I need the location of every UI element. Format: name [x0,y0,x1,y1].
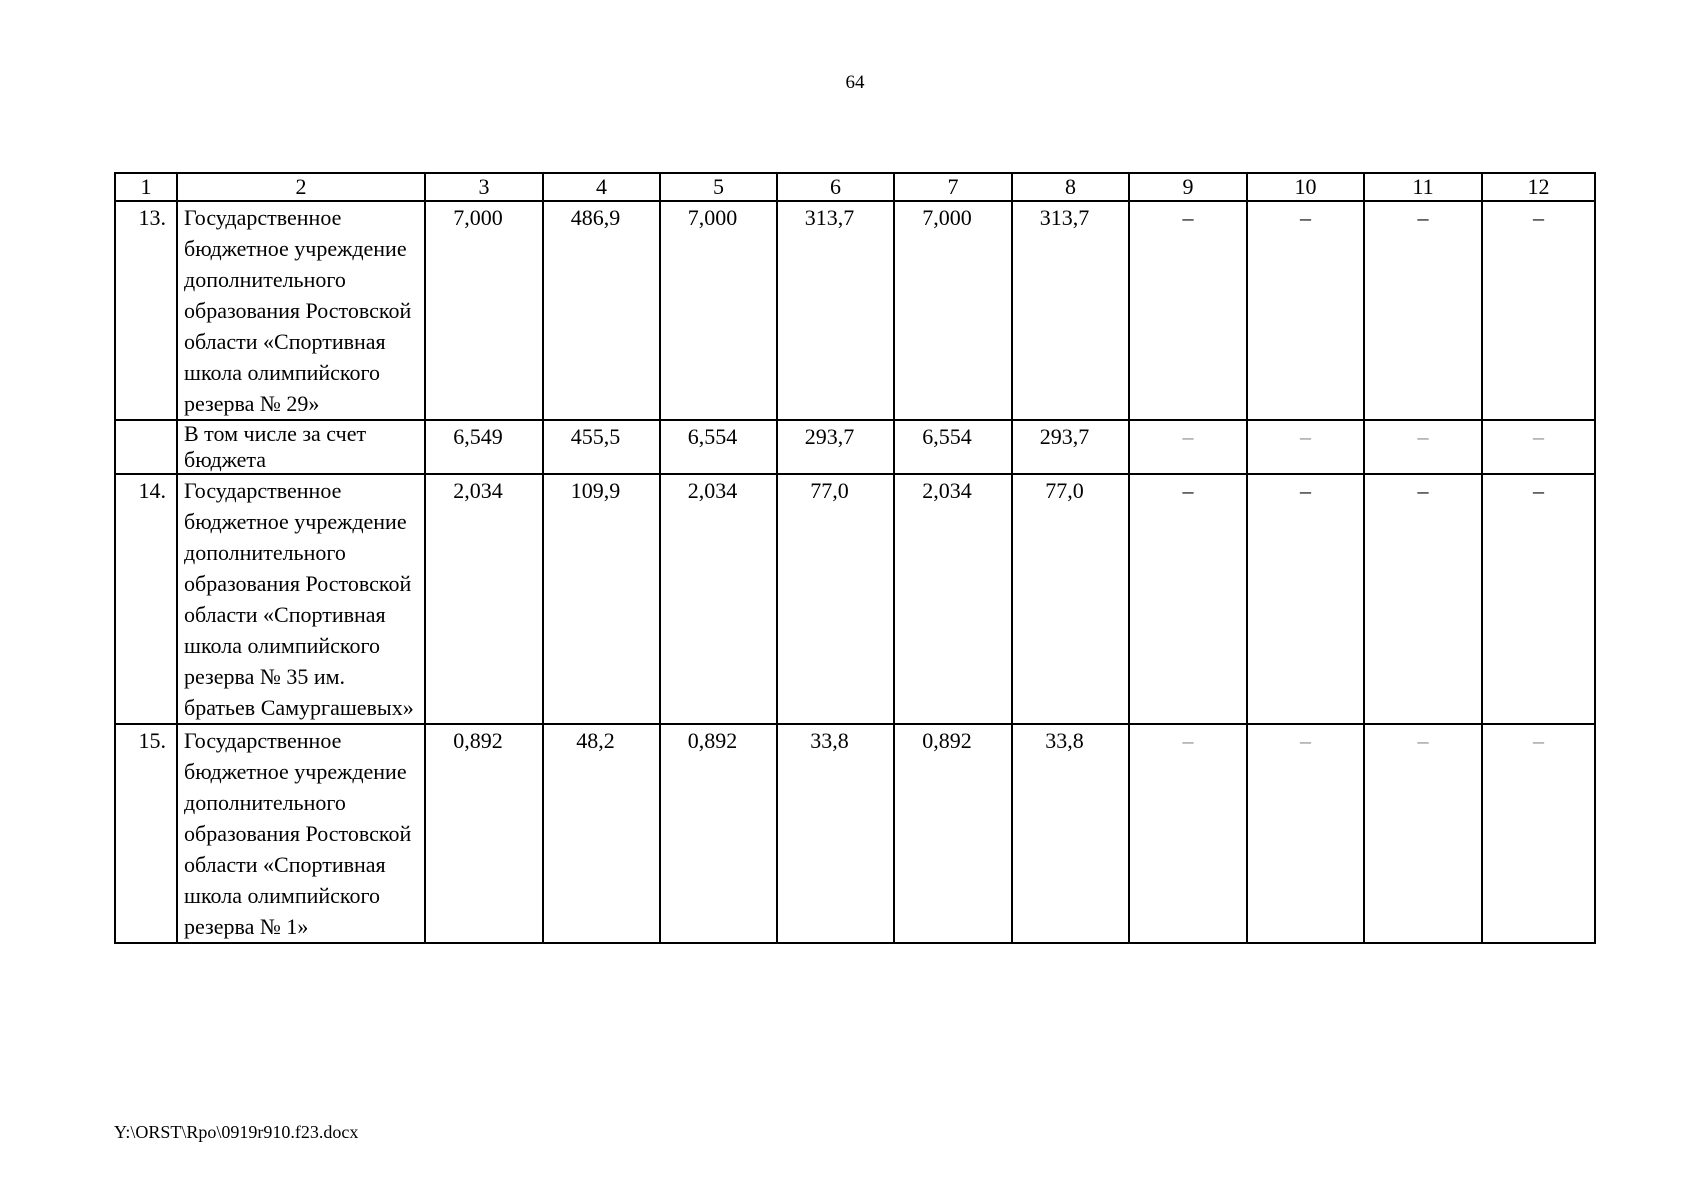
value-text: 7,000 [687,205,738,230]
value-cell [425,724,543,943]
value-cell [543,474,660,724]
value-text: 6,549 [453,424,503,449]
value-cell [777,724,894,943]
value-cell [894,724,1012,943]
value-text: 6,554 [687,424,738,449]
value-cell [425,420,543,474]
column-header: 5 [660,173,777,201]
value-text: 7,000 [453,205,503,230]
value-cell [894,420,1012,474]
value-text: 0,892 [687,728,738,753]
value-cell [894,474,1012,724]
table-row [115,724,1595,943]
column-header: 3 [425,173,543,201]
empty-value-cell: – [1247,724,1364,943]
column-header: 7 [894,173,1012,201]
empty-value-cell: – [1482,724,1595,943]
empty-value-cell: – [1482,420,1595,474]
empty-value-cell: – [1364,474,1482,724]
table-row [115,420,1595,474]
value-text: 0,892 [453,728,503,753]
value-cell [543,724,660,943]
page-number: 64 [845,72,865,93]
value-text: 77,0 [1045,478,1084,503]
value-text: 293,7 [804,424,855,449]
value-text: 486,9 [570,205,621,230]
column-header: 1 [115,173,177,201]
value-cell [660,474,777,724]
data-table [114,172,1596,944]
value-cell [425,474,543,724]
row-number: 15. [115,724,177,943]
value-cell [777,474,894,724]
footer-file-path: Y:\ORST\Rpo\0919r910.f23.docx [114,1122,359,1142]
value-text: 313,7 [804,205,855,230]
value-text: 33,8 [1045,728,1084,753]
empty-value-cell: – [1364,201,1482,420]
table-header-row [115,173,1595,201]
value-cell [660,420,777,474]
value-cell [660,724,777,943]
empty-value-cell: – [1364,420,1482,474]
value-cell [777,420,894,474]
value-text: 7,000 [922,205,972,230]
value-text: 2,034 [687,478,738,503]
row-number [115,420,177,474]
empty-value-cell: – [1247,201,1364,420]
column-header: 9 [1129,173,1247,201]
value-text: 455,5 [570,424,621,449]
value-text: 2,034 [922,478,972,503]
value-cell [1012,724,1129,943]
value-text: 313,7 [1039,205,1090,230]
value-cell [1012,474,1129,724]
value-cell [777,201,894,420]
empty-value-cell: – [1247,420,1364,474]
empty-value-cell: – [1129,474,1247,724]
value-text: 48,2 [576,728,615,753]
value-text: 109,9 [570,478,621,503]
institution-name: Государственное бюджетное учреждение дополнительного образования Ростовской области «Спортивная школа олимпийского резерва № 29» [177,201,425,420]
value-cell [1012,201,1129,420]
column-header: 2 [177,173,425,201]
row-number: 13. [115,201,177,420]
value-text: 77,0 [810,478,849,503]
empty-value-cell: – [1129,420,1247,474]
column-header: 12 [1482,173,1595,201]
column-header: 8 [1012,173,1129,201]
column-header: 6 [777,173,894,201]
empty-value-cell: – [1482,201,1595,420]
column-header: 11 [1364,173,1482,201]
empty-value-cell: – [1129,201,1247,420]
table-row [115,201,1595,420]
institution-name: Государственное бюджетное учреждение дополнительного образования Ростовской области «Спортивная школа олимпийского резерва № 1» [177,724,425,943]
value-text: 0,892 [922,728,972,753]
institution-name: Государственное бюджетное учреждение дополнительного образования Ростовской области «Спортивная школа олимпийского резерва № 35 им. братьев Самургашевых» [177,474,425,724]
institution-name: В том числе за счет бюджета [177,420,425,474]
column-header: 10 [1247,173,1364,201]
value-text: 2,034 [453,478,503,503]
empty-value-cell: – [1247,474,1364,724]
value-cell [1012,420,1129,474]
value-cell [543,420,660,474]
value-text: 293,7 [1039,424,1090,449]
row-number: 14. [115,474,177,724]
table-row [115,474,1595,724]
value-cell [894,201,1012,420]
value-cell [543,201,660,420]
value-text: 33,8 [810,728,849,753]
value-text: 6,554 [922,424,972,449]
value-cell [660,201,777,420]
column-header: 4 [543,173,660,201]
empty-value-cell: – [1482,474,1595,724]
empty-value-cell: – [1364,724,1482,943]
empty-value-cell: – [1129,724,1247,943]
value-cell [425,201,543,420]
